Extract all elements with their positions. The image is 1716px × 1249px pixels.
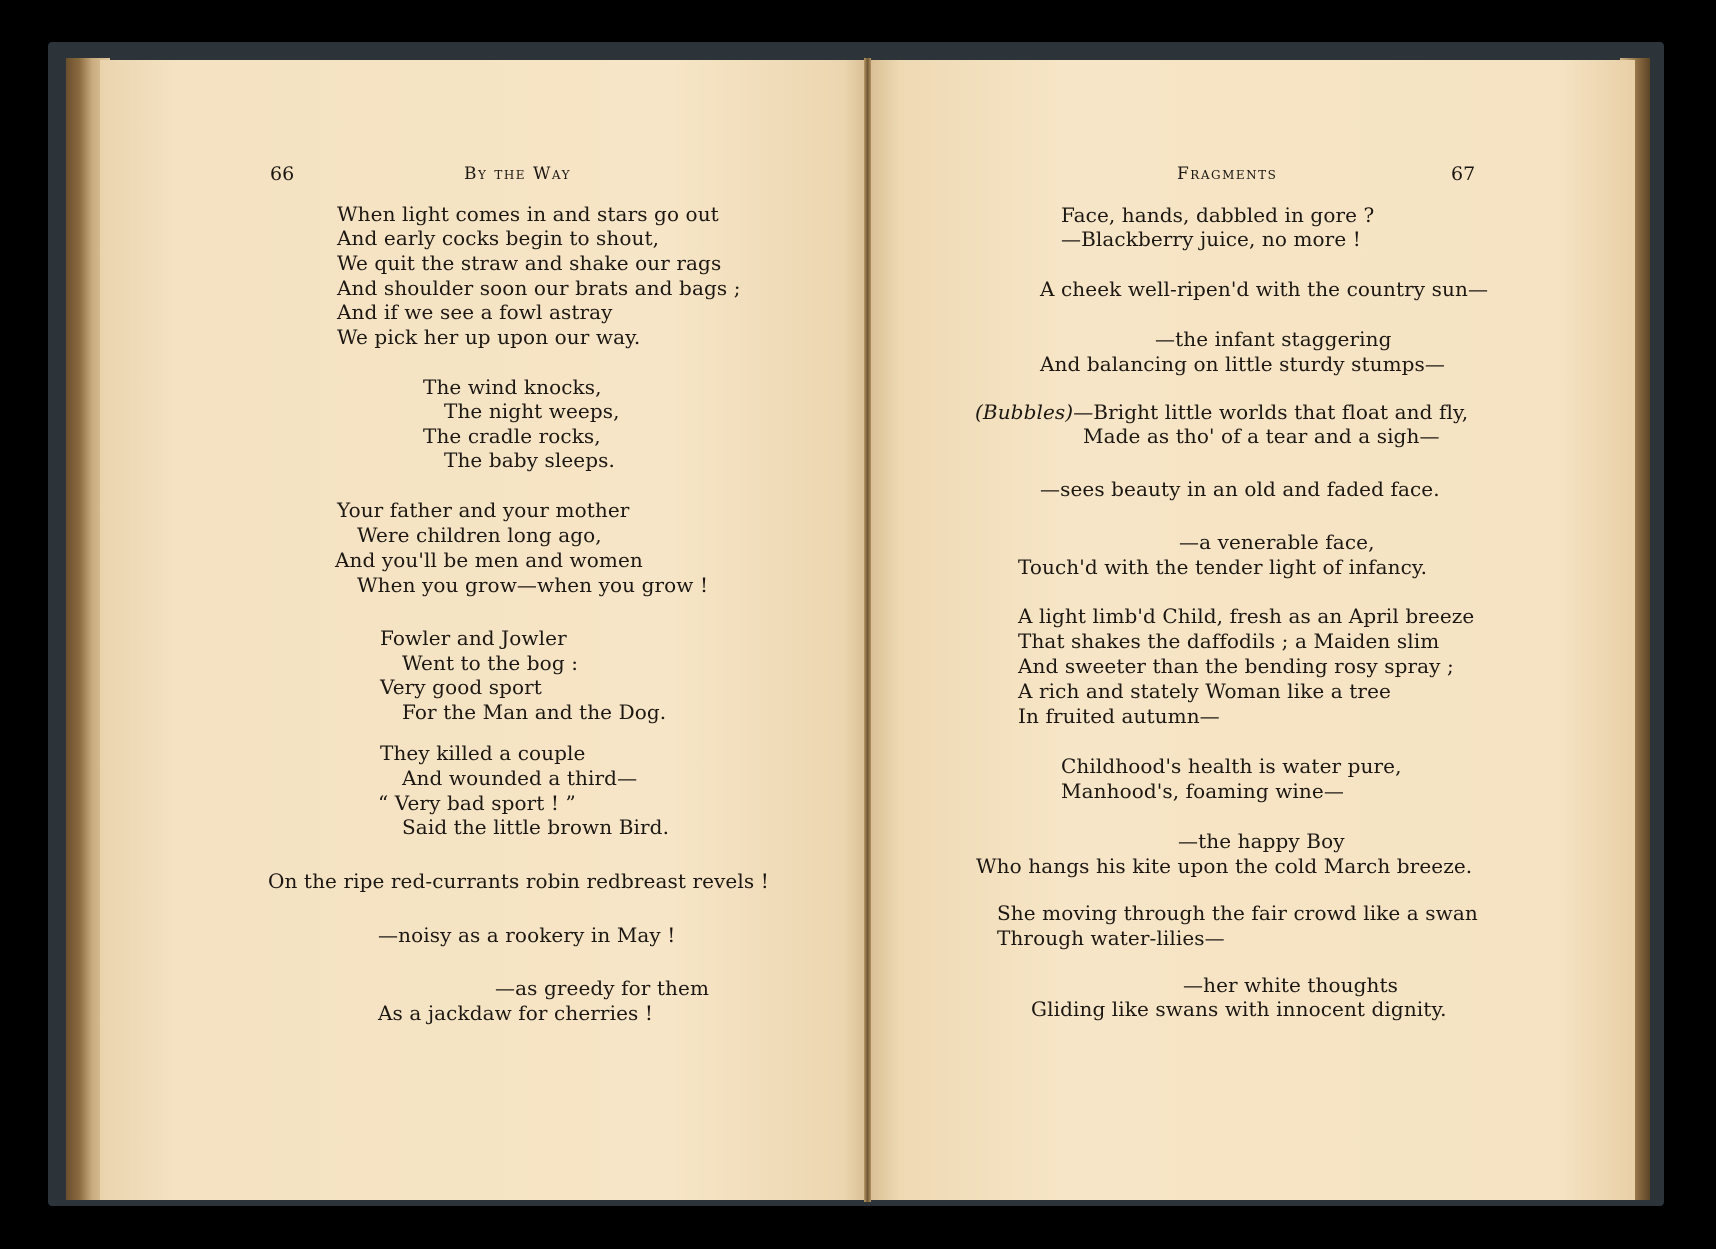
bubbles-italic: (Bubbles) — [975, 400, 1074, 424]
poem-line: On the ripe red-currants robin redbreast revels ! — [268, 869, 769, 893]
poem-line: “ Very bad sport ! ” — [378, 791, 576, 815]
poem-line: Childhood's health is water pure, — [1061, 754, 1402, 778]
poem-line: The cradle rocks, — [423, 424, 601, 448]
poem-line: And shoulder soon our brats and bags ; — [337, 276, 741, 300]
poem-line: Were children long ago, — [357, 523, 602, 547]
poem-line: —the happy Boy — [1178, 829, 1345, 853]
poem-line-rest: —Bright little worlds that float and fly, — [1073, 400, 1469, 424]
right-running-head: Fragments — [1177, 164, 1278, 184]
poem-line: We pick her up upon our way. — [337, 325, 641, 349]
poem-line: Face, hands, dabbled in gore ? — [1061, 203, 1375, 227]
poem-line: A rich and stately Woman like a tree — [1018, 679, 1391, 703]
poem-line: When you grow—when you grow ! — [357, 573, 709, 597]
left-page-number: 66 — [270, 163, 295, 185]
poem-line: And if we see a fowl astray — [337, 300, 613, 324]
poem-line: And you'll be men and women — [335, 548, 643, 572]
poem-line: Very good sport — [380, 675, 542, 699]
poem-line: The night weeps, — [444, 399, 620, 423]
poem-line: A light limb'd Child, fresh as an April breeze — [1018, 604, 1475, 628]
poem-line: As a jackdaw for cherries ! — [378, 1001, 653, 1025]
poem-line: Fowler and Jowler — [380, 626, 567, 650]
poem-line: In fruited autumn— — [1018, 704, 1220, 728]
poem-line: Said the little brown Bird. — [402, 815, 670, 839]
poem-line: A cheek well-ripen'd with the country sun— — [1040, 277, 1489, 301]
poem-line: —as greedy for them — [495, 976, 710, 1000]
poem-line: The baby sleeps. — [444, 448, 615, 472]
poem-line: —a venerable face, — [1179, 530, 1375, 554]
poem-line — [975, 400, 1468, 424]
poem-line: The wind knocks, — [423, 375, 602, 399]
poem-line: When light comes in and stars go out — [337, 202, 719, 226]
poem-line: That shakes the daffodils ; a Maiden slim — [1018, 629, 1440, 653]
poem-line: Your father and your mother — [337, 498, 630, 522]
poem-line: —sees beauty in an old and faded face. — [1040, 477, 1440, 501]
poem-line: For the Man and the Dog. — [402, 700, 667, 724]
right-page-number: 67 — [1451, 163, 1476, 185]
poem-line: And balancing on little sturdy stumps— — [1040, 352, 1446, 376]
poem-line: And early cocks begin to shout, — [337, 226, 660, 250]
poem-line: And sweeter than the bending rosy spray ; — [1018, 654, 1454, 678]
poem-line: They killed a couple — [380, 741, 586, 765]
poem-line: Made as tho' of a tear and a sigh— — [1083, 424, 1440, 448]
poem-line: We quit the straw and shake our rags — [337, 251, 722, 275]
poem-line: And wounded a third— — [402, 766, 638, 790]
left-running-head: By the Way — [464, 164, 572, 184]
poem-line: —the infant staggering — [1155, 327, 1392, 351]
poem-line: Who hangs his kite upon the cold March breeze. — [976, 854, 1473, 878]
poem-line: Went to the bog : — [402, 651, 579, 675]
poem-line: Through water-lilies— — [997, 926, 1225, 950]
poem-line: —her white thoughts — [1183, 973, 1398, 997]
poem-line: She moving through the fair crowd like a swan — [997, 901, 1478, 925]
poem-line: —Blackberry juice, no more ! — [1061, 227, 1361, 251]
poem-line: Touch'd with the tender light of infancy. — [1018, 555, 1428, 579]
poem-line: Gliding like swans with innocent dignity. — [1031, 997, 1447, 1021]
poem-line: Manhood's, foaming wine— — [1061, 779, 1344, 803]
poem-line: —noisy as a rookery in May ! — [378, 923, 676, 947]
book-gutter — [864, 58, 871, 1202]
